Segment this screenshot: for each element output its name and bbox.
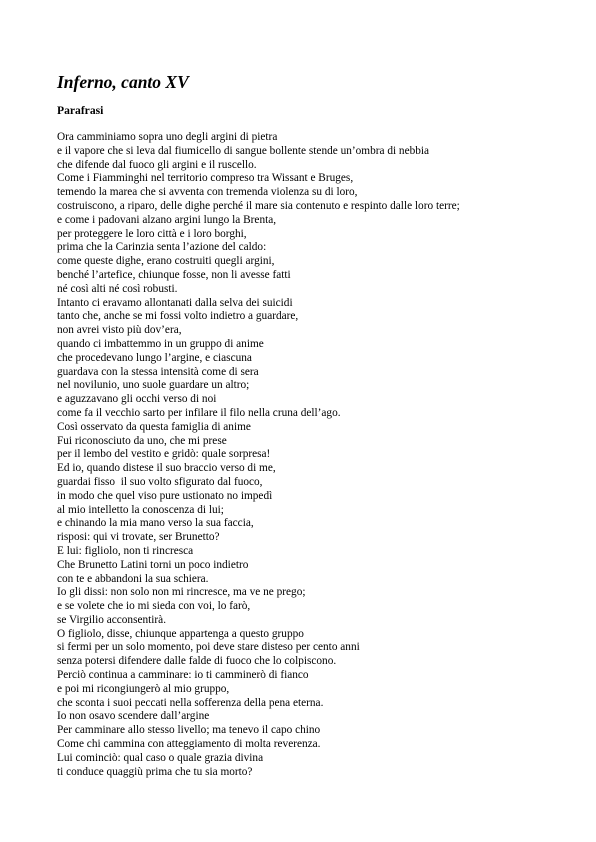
text-line: ti conduce quaggiù prima che tu sia morto? xyxy=(57,765,253,778)
text-line: benché l’artefice, chiunque fosse, non li avesse fatti xyxy=(57,268,291,281)
text-line: come queste dighe, erano costruiti quegli argini, xyxy=(57,255,275,268)
text-line: Come chi cammina con atteggiamento di molta reverenza. xyxy=(57,738,321,751)
text-line: in modo che quel viso pure ustionato no impedì xyxy=(57,489,273,502)
section-heading: Parafrasi xyxy=(57,104,104,117)
text-line: come fa il vecchio sarto per infilare il filo nella cruna dell’ago. xyxy=(57,406,341,419)
text-line: Che Brunetto Latini torni un poco indietro xyxy=(57,558,249,571)
text-line: Come i Fiamminghi nel territorio compreso tra Wissant e Bruges, xyxy=(57,172,354,185)
text-line: Ed io, quando distese il suo braccio verso di me, xyxy=(57,462,276,475)
text-line: e il vapore che si leva dal fiumicello di sangue bollente stende un’ombra di nebbia xyxy=(57,144,430,157)
text-line: Io gli dissi: non solo non mi rincresce, ma ve ne prego; xyxy=(57,586,306,599)
text-line: quando ci imbattemmo in un gruppo di anime xyxy=(57,337,264,350)
text-line: né così alti né così robusti. xyxy=(57,282,178,295)
text-line: e se volete che io mi sieda con voi, lo farò, xyxy=(57,600,251,613)
text-line: e chinando la mia mano verso la sua faccia, xyxy=(57,517,254,530)
text-line: Perciò continua a camminare: io ti camminerò di fianco xyxy=(57,669,309,682)
text-line: e come i padovani alzano argini lungo la Brenta, xyxy=(57,213,277,226)
text-line: senza potersi difendere dalle falde di fuoco che lo colpiscono. xyxy=(57,655,337,668)
text-line: che procedevano lungo l’argine, e ciascuna xyxy=(57,351,252,364)
text-line: nel novilunio, uno suole guardare un altro; xyxy=(57,379,250,392)
text-line: E lui: figliolo, non ti rincresca xyxy=(57,544,194,557)
text-line: costruiscono, a riparo, delle dighe perché il mare sia contenuto e respinto dalle loro terre; xyxy=(57,199,460,212)
document-title: Inferno, canto XV xyxy=(57,72,189,92)
text-line: si fermi per un solo momento, poi deve stare disteso per cento anni xyxy=(57,641,360,654)
text-line: per il lembo del vestito e gridò: quale sorpresa! xyxy=(57,448,271,461)
text-line: per proteggere le loro città e i loro borghi, xyxy=(57,227,247,240)
text-line: temendo la marea che si avventa con tremenda violenza su di loro, xyxy=(57,186,358,199)
text-line: non avrei visto più dov’era, xyxy=(57,324,182,337)
text-line: e poi mi ricongiungerò al mio gruppo, xyxy=(57,682,230,695)
text-line: e aguzzavano gli occhi verso di noi xyxy=(57,393,217,406)
text-line: che sconta i suoi peccati nella sofferenza della pena eterna. xyxy=(57,696,324,709)
text-line: Io non osavo scendere dall’argine xyxy=(57,710,210,723)
text-line: che difende dal fuoco gli argini e il ruscello. xyxy=(57,158,257,171)
text-line: Lui cominciò: qual caso o quale grazia divina xyxy=(57,751,264,764)
text-line: O figliolo, disse, chiunque appartenga a questo gruppo xyxy=(57,627,304,640)
text-line: tanto che, anche se mi fossi volto indietro a guardare, xyxy=(57,310,299,323)
text-line: Per camminare allo stesso livello; ma tenevo il capo chino xyxy=(57,724,321,737)
text-line: guardava con la stessa intensità come di sera xyxy=(57,365,259,378)
text-line: Ora camminiamo sopra uno degli argini di pietra xyxy=(57,131,278,143)
paraphrase-text xyxy=(57,131,577,779)
text-line: se Virgilio acconsentirà. xyxy=(57,613,167,626)
text-line: risposi: qui vi trovate, ser Brunetto? xyxy=(57,531,220,544)
document-page xyxy=(57,72,577,779)
text-line: Così osservato da questa famiglia di anime xyxy=(57,420,251,433)
text-line: con te e abbandoni la sua schiera. xyxy=(57,572,209,585)
text-line: al mio intelletto la conoscenza di lui; xyxy=(57,503,224,516)
text-line: prima che la Carinzia senta l’azione del caldo: xyxy=(57,241,267,254)
text-line: Fui riconosciuto da uno, che mi prese xyxy=(57,434,227,447)
text-line: Intanto ci eravamo allontanati dalla selva dei suicidi xyxy=(57,296,293,309)
text-line: guardai fisso il suo volto sfigurato dal fuoco, xyxy=(57,475,263,488)
